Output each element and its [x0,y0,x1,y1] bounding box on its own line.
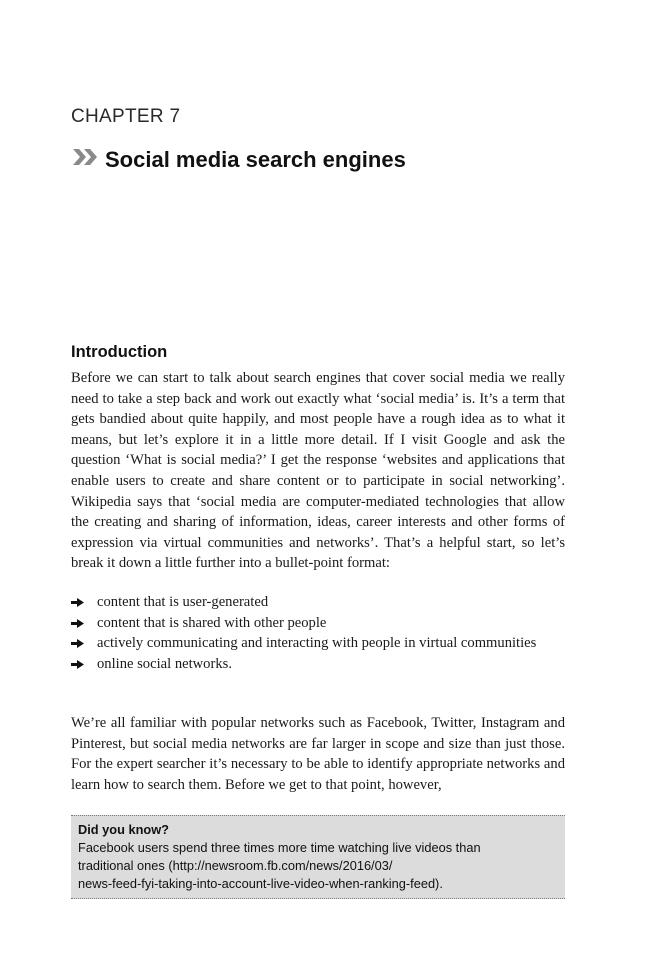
list-item-text: actively communicating and interacting with people in virtual communities [97,635,537,652]
chapter-title-text: Social media search engines [105,147,406,172]
list-item-text: online social networks. [97,655,232,672]
arrow-right-icon [71,654,97,675]
callout-text-line: Facebook users spend three times more time watching live videos than [78,840,481,855]
chapter-label: CHAPTER 7 [71,106,181,127]
section-heading: Introduction [71,343,168,361]
list-item [71,654,565,675]
list-item-text: content that is user-generated [97,594,269,610]
list-item [71,613,565,634]
list-item-text: content that is shared with other people [97,614,327,631]
arrow-right-icon [71,633,97,654]
chapter-title [71,146,406,174]
did-you-know-box [71,815,565,899]
bullet-list [71,592,565,674]
intro-paragraph-2: We’re all familiar with popular networks such as Facebook, Twitter, Instagram and Pinterest, but social media networks are far larger in scope and size than just those. For the expert searcher it’s necessary to be able to identify appropriate networks and learn how to search them. Before we get to that point, however, [71,715,565,793]
list-item [71,592,565,613]
callout-title: Did you know? [78,822,169,837]
arrow-right-icon [71,592,97,613]
callout-text-line: traditional ones (http://newsroom.fb.com/news/2016/03/ [78,858,393,873]
intro-paragraph-1: Before we can start to talk about search engines that cover social media we really need to take a step back and work out exactly what ‘social media’ is. It’s a term that gets bandied about quite happily, and most people have a rough idea as to what it means, but let’s explore it in a little more detail. If I visit Google and ask the question ‘What is social media?’ I get the response ‘websites and applications that enable users to create and share content or to participate in social networking’. Wikipedia says that ‘social media are computer-mediated technologies that allow the creating and sharing of information, ideas, career interests and other forms of expression via virtual communities and networks’. That’s a helpful start, so let’s break it down a little further into a bullet-point format: [71,370,565,572]
callout-text-line: news-feed-fyi-taking-into-account-live-video-when-ranking-feed). [78,876,443,891]
list-item [71,633,565,654]
double-chevron-icon [71,146,105,174]
arrow-right-icon [71,613,97,634]
